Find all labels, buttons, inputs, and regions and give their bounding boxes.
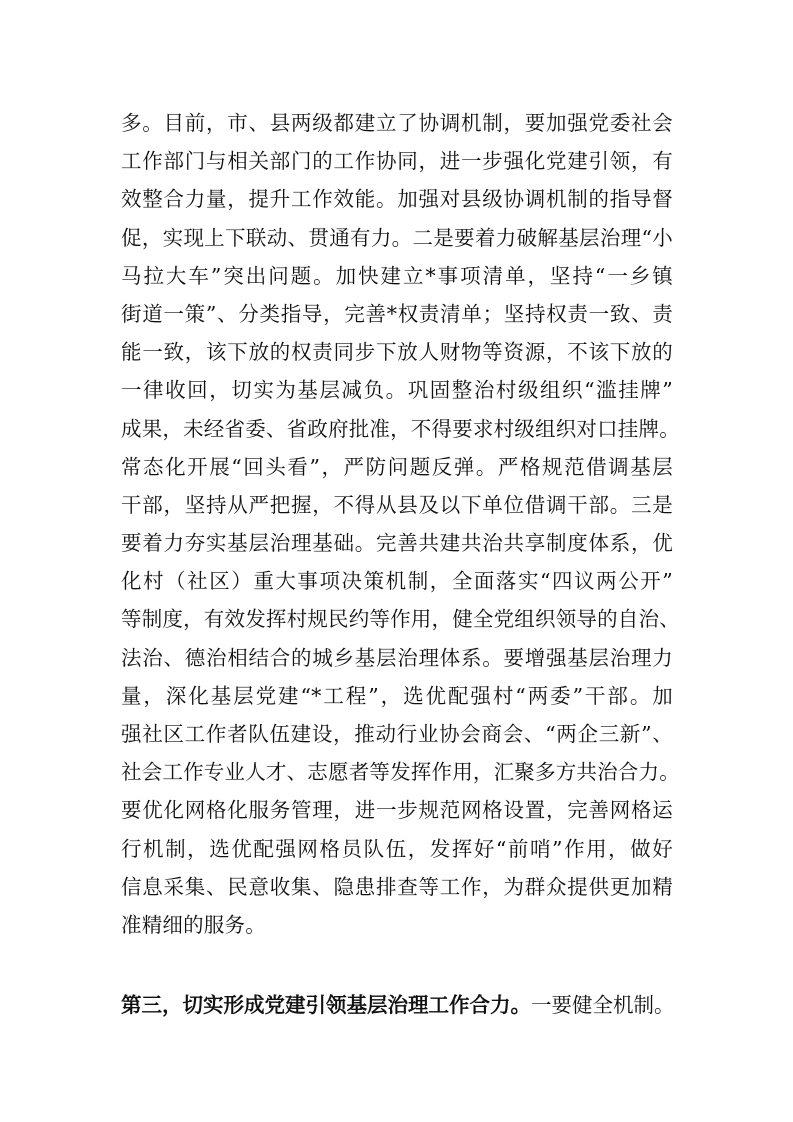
paragraph-line: 多。目前，市、县两级都建立了协调机制，要加强党委社会 xyxy=(121,111,673,135)
paragraph-line: 工作部门与相关部门的工作协同，进一步强化党建引领，有 xyxy=(121,149,673,174)
paragraph-line: 常态化开展“回头看”，严防问题反弹。严格规范借调基层 xyxy=(121,454,673,479)
paragraph-line: 社会工作专业人才、志愿者等发挥作用，汇聚多方共治合力。 xyxy=(121,760,680,785)
section-heading-bold: 第三，切实形成党建引领基层治理工作合力。 xyxy=(121,993,531,1017)
paragraph-line: 法治、德治相结合的城乡基层治理体系。要增强基层治理力 xyxy=(121,645,673,670)
paragraph-line: 干部，坚持从严把握，不得从县及以下单位借调干部。三是 xyxy=(121,492,673,517)
paragraph-line: 行机制，选优配强网格员队伍，发挥好“前哨”作用，做好 xyxy=(121,836,673,861)
paragraph-line: 要优化网格化服务管理，进一步规范网格设置，完善网格运 xyxy=(121,798,673,823)
paragraph-line: 化村（社区）重大事项决策机制，全面落实“四议两公开” xyxy=(121,569,673,594)
section-heading-line xyxy=(121,986,673,1024)
paragraph-line: 效整合力量，提升工作效能。加强对县级协调机制的指导督 xyxy=(121,187,673,212)
paragraph-line: 信息采集、民意收集、隐患排查等工作，为群众提供更加精 xyxy=(121,874,673,899)
paragraph-line: 能一致，该下放的权责同步下放人财物等资源，不该下放的 xyxy=(121,340,673,365)
paragraph-line: 成果，未经省委、省政府批准，不得要求村级组织对口挂牌。 xyxy=(121,416,680,441)
paragraph-line: 一律收回，切实为基层减负。巩固整治村级组织“滥挂牌” xyxy=(121,378,673,403)
paragraph-line: 街道一策”、分类指导，完善*权责清单；坚持权责一致、责 xyxy=(121,301,673,326)
section-heading-continuation: 一要健全机制。 xyxy=(531,993,675,1017)
paragraph-line: 量，深化基层党建“*工程”，选优配强村“两委”干部。加 xyxy=(121,683,673,708)
paragraph-line: 促，实现上下联动、贯通有力。二是要着力破解基层治理“小 xyxy=(121,225,673,250)
paragraph-line: 等制度，有效发挥村规民约等作用，健全党组织领导的自治、 xyxy=(121,607,680,632)
paragraph-line: 强社区工作者队伍建设，推动行业协会商会、“两企三新”、 xyxy=(121,722,673,746)
body-paragraph xyxy=(121,104,680,944)
paragraph-line: 马拉大车”突出问题。加快建立*事项清单，坚持“一乡镇 xyxy=(121,263,673,288)
paragraph-line: 准精细的服务。 xyxy=(121,912,266,937)
paragraph-line: 要着力夯实基层治理基础。完善共建共治共享制度体系，优 xyxy=(121,531,673,556)
